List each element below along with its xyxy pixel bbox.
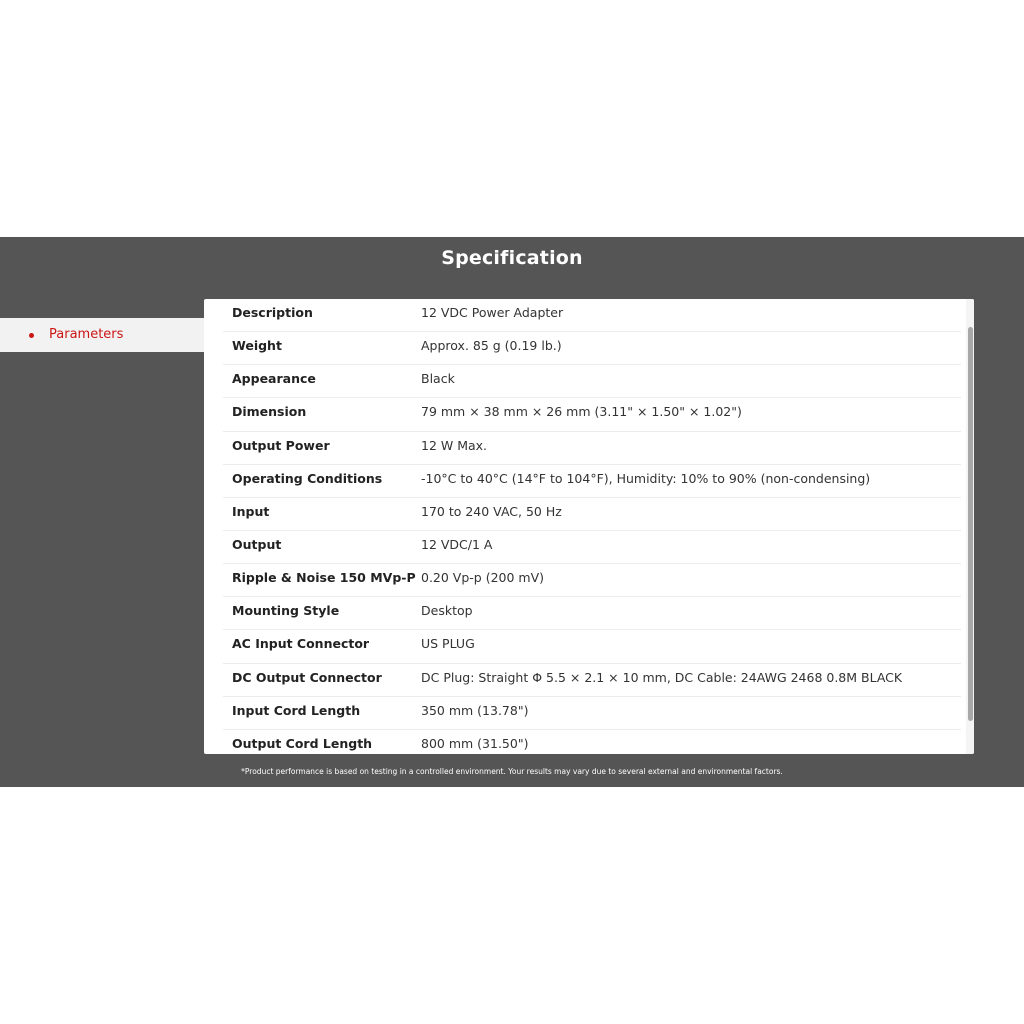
- scrollbar-thumb[interactable]: [968, 327, 973, 721]
- spec-label: Ripple & Noise 150 MVp-P: [232, 570, 416, 586]
- table-row: [223, 630, 961, 663]
- table-row: [223, 597, 961, 630]
- spec-value: 170 to 240 VAC, 50 Hz: [421, 503, 562, 519]
- table-row: [223, 664, 961, 697]
- sidebar-item-label: Parameters: [49, 327, 124, 342]
- spec-label: Operating Conditions: [232, 470, 383, 486]
- spec-label: Output: [232, 536, 282, 552]
- table-row: [223, 398, 961, 431]
- spec-value: -10°C to 40°C (14°F to 104°F), Humidity: 10% to 90% (non-condensing): [421, 470, 871, 486]
- spec-label: Description: [232, 305, 313, 320]
- spec-value: 12 VDC Power Adapter: [421, 305, 564, 320]
- table-row: [223, 730, 961, 754]
- spec-label: Input Cord Length: [232, 702, 361, 718]
- spec-value: 0.20 Vp-p (200 mV): [421, 570, 545, 586]
- spec-label: Weight: [232, 338, 282, 354]
- table-row: [223, 564, 961, 597]
- table-row: [223, 332, 961, 365]
- spec-value: 12 W Max.: [421, 437, 488, 453]
- table-row: [223, 465, 961, 498]
- spec-label: AC Input Connector: [232, 636, 370, 652]
- spec-label: Input: [232, 503, 270, 519]
- spec-label: Appearance: [232, 371, 316, 387]
- spec-label: DC Output Connector: [232, 669, 382, 685]
- spec-value: US PLUG: [421, 636, 475, 652]
- spec-label: Dimension: [232, 404, 307, 420]
- spec-table: [223, 299, 961, 754]
- bullet-icon: [29, 333, 34, 338]
- spec-value: Desktop: [421, 603, 473, 619]
- scrollbar[interactable]: [966, 299, 974, 754]
- spec-label: Output Power: [232, 437, 330, 453]
- spec-value: DC Plug: Straight Φ 5.5 × 2.1 × 10 mm, DC Cable: 24AWG 2468 0.8M BLACK: [421, 669, 903, 685]
- table-row: [223, 498, 961, 531]
- disclaimer-footnote: *Product performance is based on testing in a controlled environment. Your results may vary due to several external and environmental factors.: [241, 767, 783, 776]
- table-row: [223, 432, 961, 465]
- spec-value: 79 mm × 38 mm × 26 mm (3.11" × 1.50" × 1.02"): [421, 404, 742, 420]
- spec-value: 350 mm (13.78"): [421, 702, 529, 718]
- spec-value: 12 VDC/1 A: [421, 536, 493, 552]
- spec-value: Approx. 85 g (0.19 lb.): [421, 338, 562, 354]
- spec-value: 800 mm (31.50"): [421, 735, 529, 751]
- table-row: [223, 365, 961, 398]
- spec-table-panel[interactable]: [204, 299, 974, 754]
- table-row: [223, 531, 961, 564]
- spec-value: Black: [421, 371, 455, 387]
- spec-label: Output Cord Length: [232, 735, 373, 751]
- table-row: [223, 299, 961, 332]
- spec-label: Mounting Style: [232, 603, 340, 619]
- table-row: [223, 697, 961, 730]
- section-title: Specification: [441, 247, 583, 269]
- sidebar-item-parameters[interactable]: [0, 318, 204, 352]
